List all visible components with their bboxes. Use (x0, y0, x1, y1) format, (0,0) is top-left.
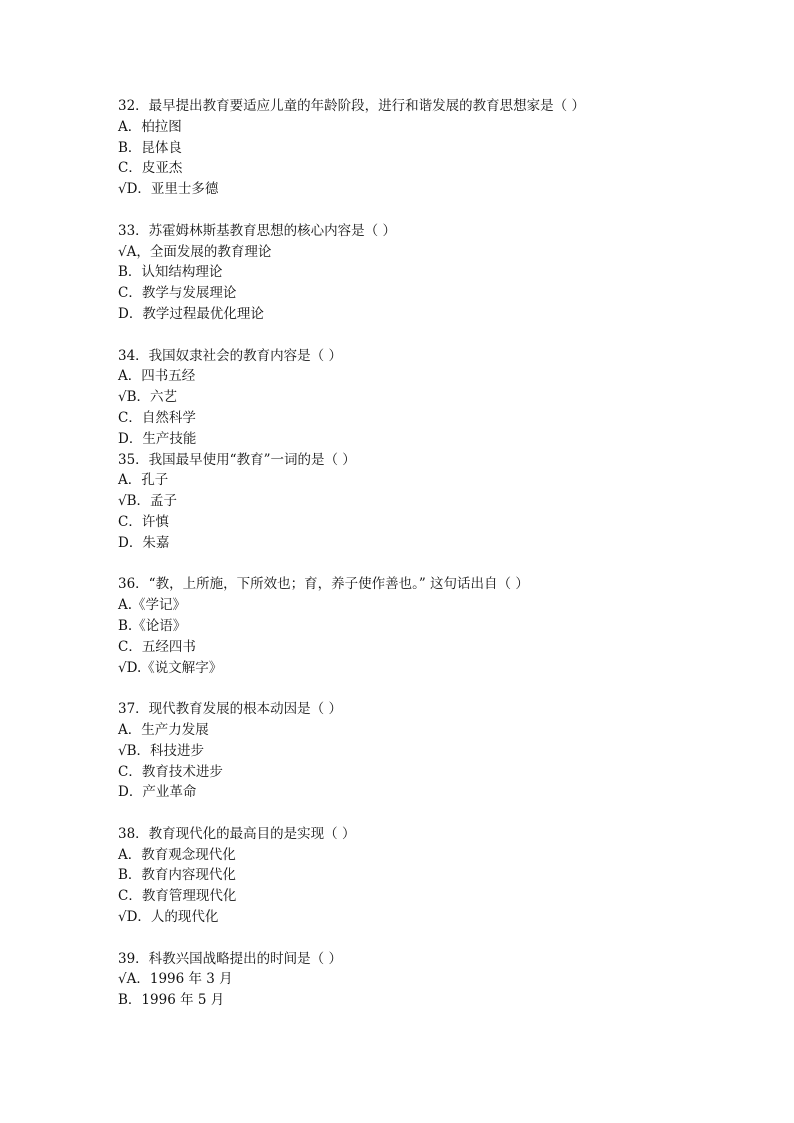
answer-option: C．教育管理现代化 (118, 888, 237, 905)
question-33 (118, 221, 738, 325)
answer-option-correct: √B．六艺 (118, 389, 178, 406)
question-stem: 39．科教兴国战略提出的时间是（ ） (118, 950, 342, 967)
answer-option: A．四书五经 (118, 368, 196, 385)
answer-option-correct: √A．1996 年 3 月 (118, 971, 233, 988)
question-35 (118, 450, 738, 554)
answer-option: A．教育观念现代化 (118, 846, 236, 863)
answer-option-correct: √D．人的现代化 (118, 909, 219, 926)
question-stem: 37．现代教育发展的根本动因是（ ） (118, 701, 342, 718)
answer-option: C．教育技术进步 (118, 763, 223, 780)
answer-option: C．皮亚杰 (118, 160, 183, 177)
question-32 (118, 96, 738, 200)
answer-option-correct: √A，全面发展的教育理论 (118, 243, 272, 260)
question-38 (118, 824, 738, 928)
answer-option: B．教育内容现代化 (118, 867, 236, 884)
answer-option-correct: √B．孟子 (118, 493, 178, 510)
question-stem: 32．最早提出教育要适应儿童的年龄阶段，进行和谐发展的教育思想家是（ ） (118, 98, 585, 114)
answer-option: B．昆体良 (118, 139, 182, 156)
answer-option: A.《学记》 (118, 597, 187, 614)
answer-option: B．认知结构理论 (118, 264, 223, 281)
question-stem: 36．“教，上所施，下所效也；育，养子使作善也。” 这句话出自（ ） (118, 576, 529, 593)
answer-option: D．教学过程最优化理论 (118, 305, 264, 322)
answer-option-correct: √D．亚里士多德 (118, 181, 219, 198)
answer-option: D．产业革命 (118, 784, 197, 801)
question-stem: 38．教育现代化的最高目的是实现（ ） (118, 825, 356, 842)
question-stem: 33．苏霍姆林斯基教育思想的核心内容是（ ） (118, 222, 396, 239)
answer-option: C．许慎 (118, 513, 169, 530)
answer-option: A．孔子 (118, 472, 169, 489)
answer-option: A．柏拉图 (118, 118, 182, 135)
question-stem: 34．我国奴隶社会的教育内容是（ ） (118, 347, 342, 364)
answer-option-correct: √B．科技进步 (118, 742, 205, 759)
answer-option-correct: √D.《说文解字》 (118, 659, 223, 676)
answer-option: C．教学与发展理论 (118, 285, 237, 302)
answer-option: D．朱嘉 (118, 534, 170, 551)
answer-option: C．自然科学 (118, 409, 196, 426)
question-39 (118, 949, 738, 1011)
answer-option: C．五经四书 (118, 638, 196, 655)
answer-option: A．生产力发展 (118, 721, 209, 738)
question-36 (118, 574, 738, 678)
question-list (118, 96, 738, 1011)
answer-option: D．生产技能 (118, 430, 197, 447)
question-stem: 35．我国最早使用“教育”一词的是（ ） (118, 451, 356, 468)
question-34 (118, 346, 738, 450)
question-37 (118, 699, 738, 803)
answer-option: B.《论语》 (118, 617, 187, 634)
answer-option: B．1996 年 5 月 (118, 992, 225, 1009)
